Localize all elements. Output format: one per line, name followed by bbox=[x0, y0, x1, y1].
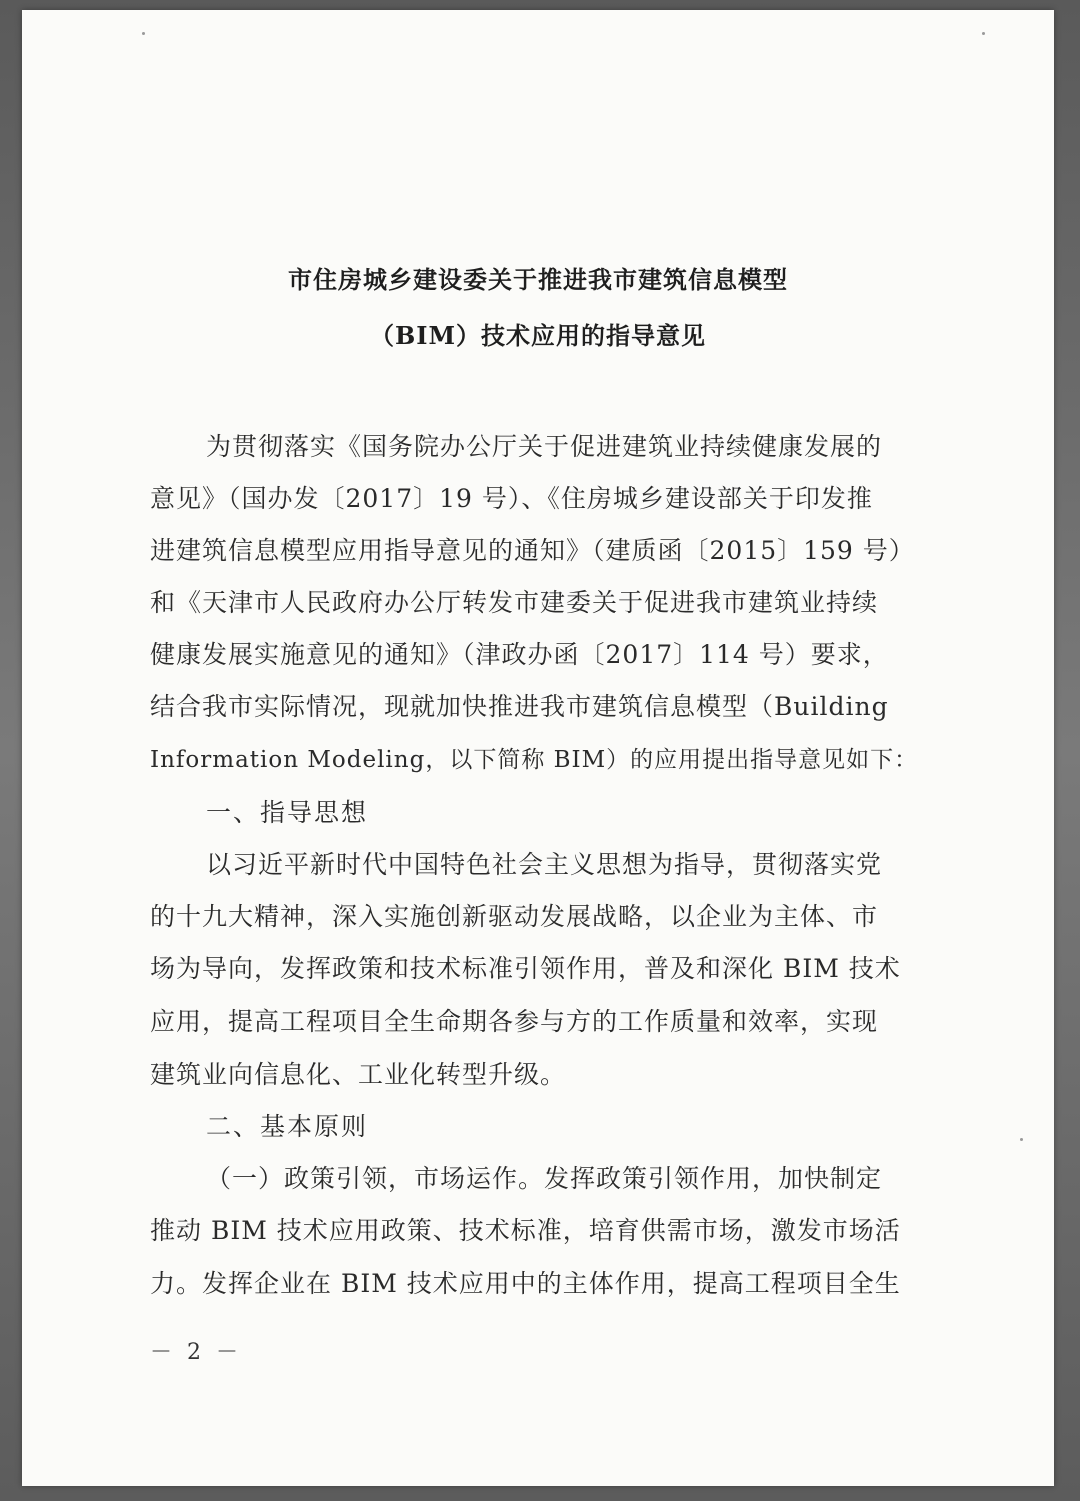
paragraph-line: 建筑业向信息化、工业化转型升级。 bbox=[150, 1060, 567, 1089]
paragraph-line: 健康发展实施意见的通知》（津政办函〔2017〕114 号）要求， bbox=[150, 640, 889, 669]
paragraph-line: 推动 BIM 技术应用政策、技术标准，培育供需市场，激发市场活 bbox=[150, 1216, 901, 1245]
paragraph-line: 结合我市实际情况，现就加快推进我市建筑信息模型（Building bbox=[150, 692, 889, 721]
section-heading-guiding-ideology: 一、指导思想 bbox=[206, 798, 369, 827]
scan-speck bbox=[1020, 1138, 1023, 1141]
page-number: － 2 － bbox=[150, 1340, 242, 1365]
paragraph-line: 以习近平新时代中国特色社会主义思想为指导，贯彻落实党 bbox=[206, 850, 883, 879]
document-page bbox=[22, 10, 1054, 1486]
paragraph-line: 和《天津市人民政府办公厅转发市建委关于促进我市建筑业持续 bbox=[150, 588, 879, 617]
paragraph-line: （一）政策引领，市场运作。发挥政策引领作用，加快制定 bbox=[206, 1164, 883, 1193]
paragraph-line: 场为导向，发挥政策和技术标准引领作用，普及和深化 BIM 技术 bbox=[150, 954, 901, 983]
paragraph-line: Information Modeling，以下简称 BIM）的应用提出指导意见如下： bbox=[150, 747, 919, 773]
scan-speck bbox=[982, 32, 985, 35]
paragraph-line: 应用，提高工程项目全生命期各参与方的工作质量和效率，实现 bbox=[150, 1007, 879, 1036]
document-title-line-1: 市住房城乡建设委关于推进我市建筑信息模型 bbox=[288, 265, 788, 294]
paragraph-line: 进建筑信息模型应用指导意见的通知》（建质函〔2015〕159 号） bbox=[150, 536, 915, 565]
paragraph-line: 力。发挥企业在 BIM 技术应用中的主体作用，提高工程项目全生 bbox=[150, 1269, 901, 1298]
scan-speck bbox=[142, 32, 145, 35]
paragraph-line: 为贯彻落实《国务院办公厅关于促进建筑业持续健康发展的 bbox=[206, 432, 883, 461]
document-title-line-2: （BIM）技术应用的指导意见 bbox=[369, 321, 707, 350]
paragraph-line: 的十九大精神，深入实施创新驱动发展战略，以企业为主体、市 bbox=[150, 902, 879, 931]
section-heading-basic-principles: 二、基本原则 bbox=[206, 1112, 369, 1141]
paragraph-line: 意见》（国办发〔2017〕19 号）、《住房城乡建设部关于印发推 bbox=[150, 484, 873, 513]
